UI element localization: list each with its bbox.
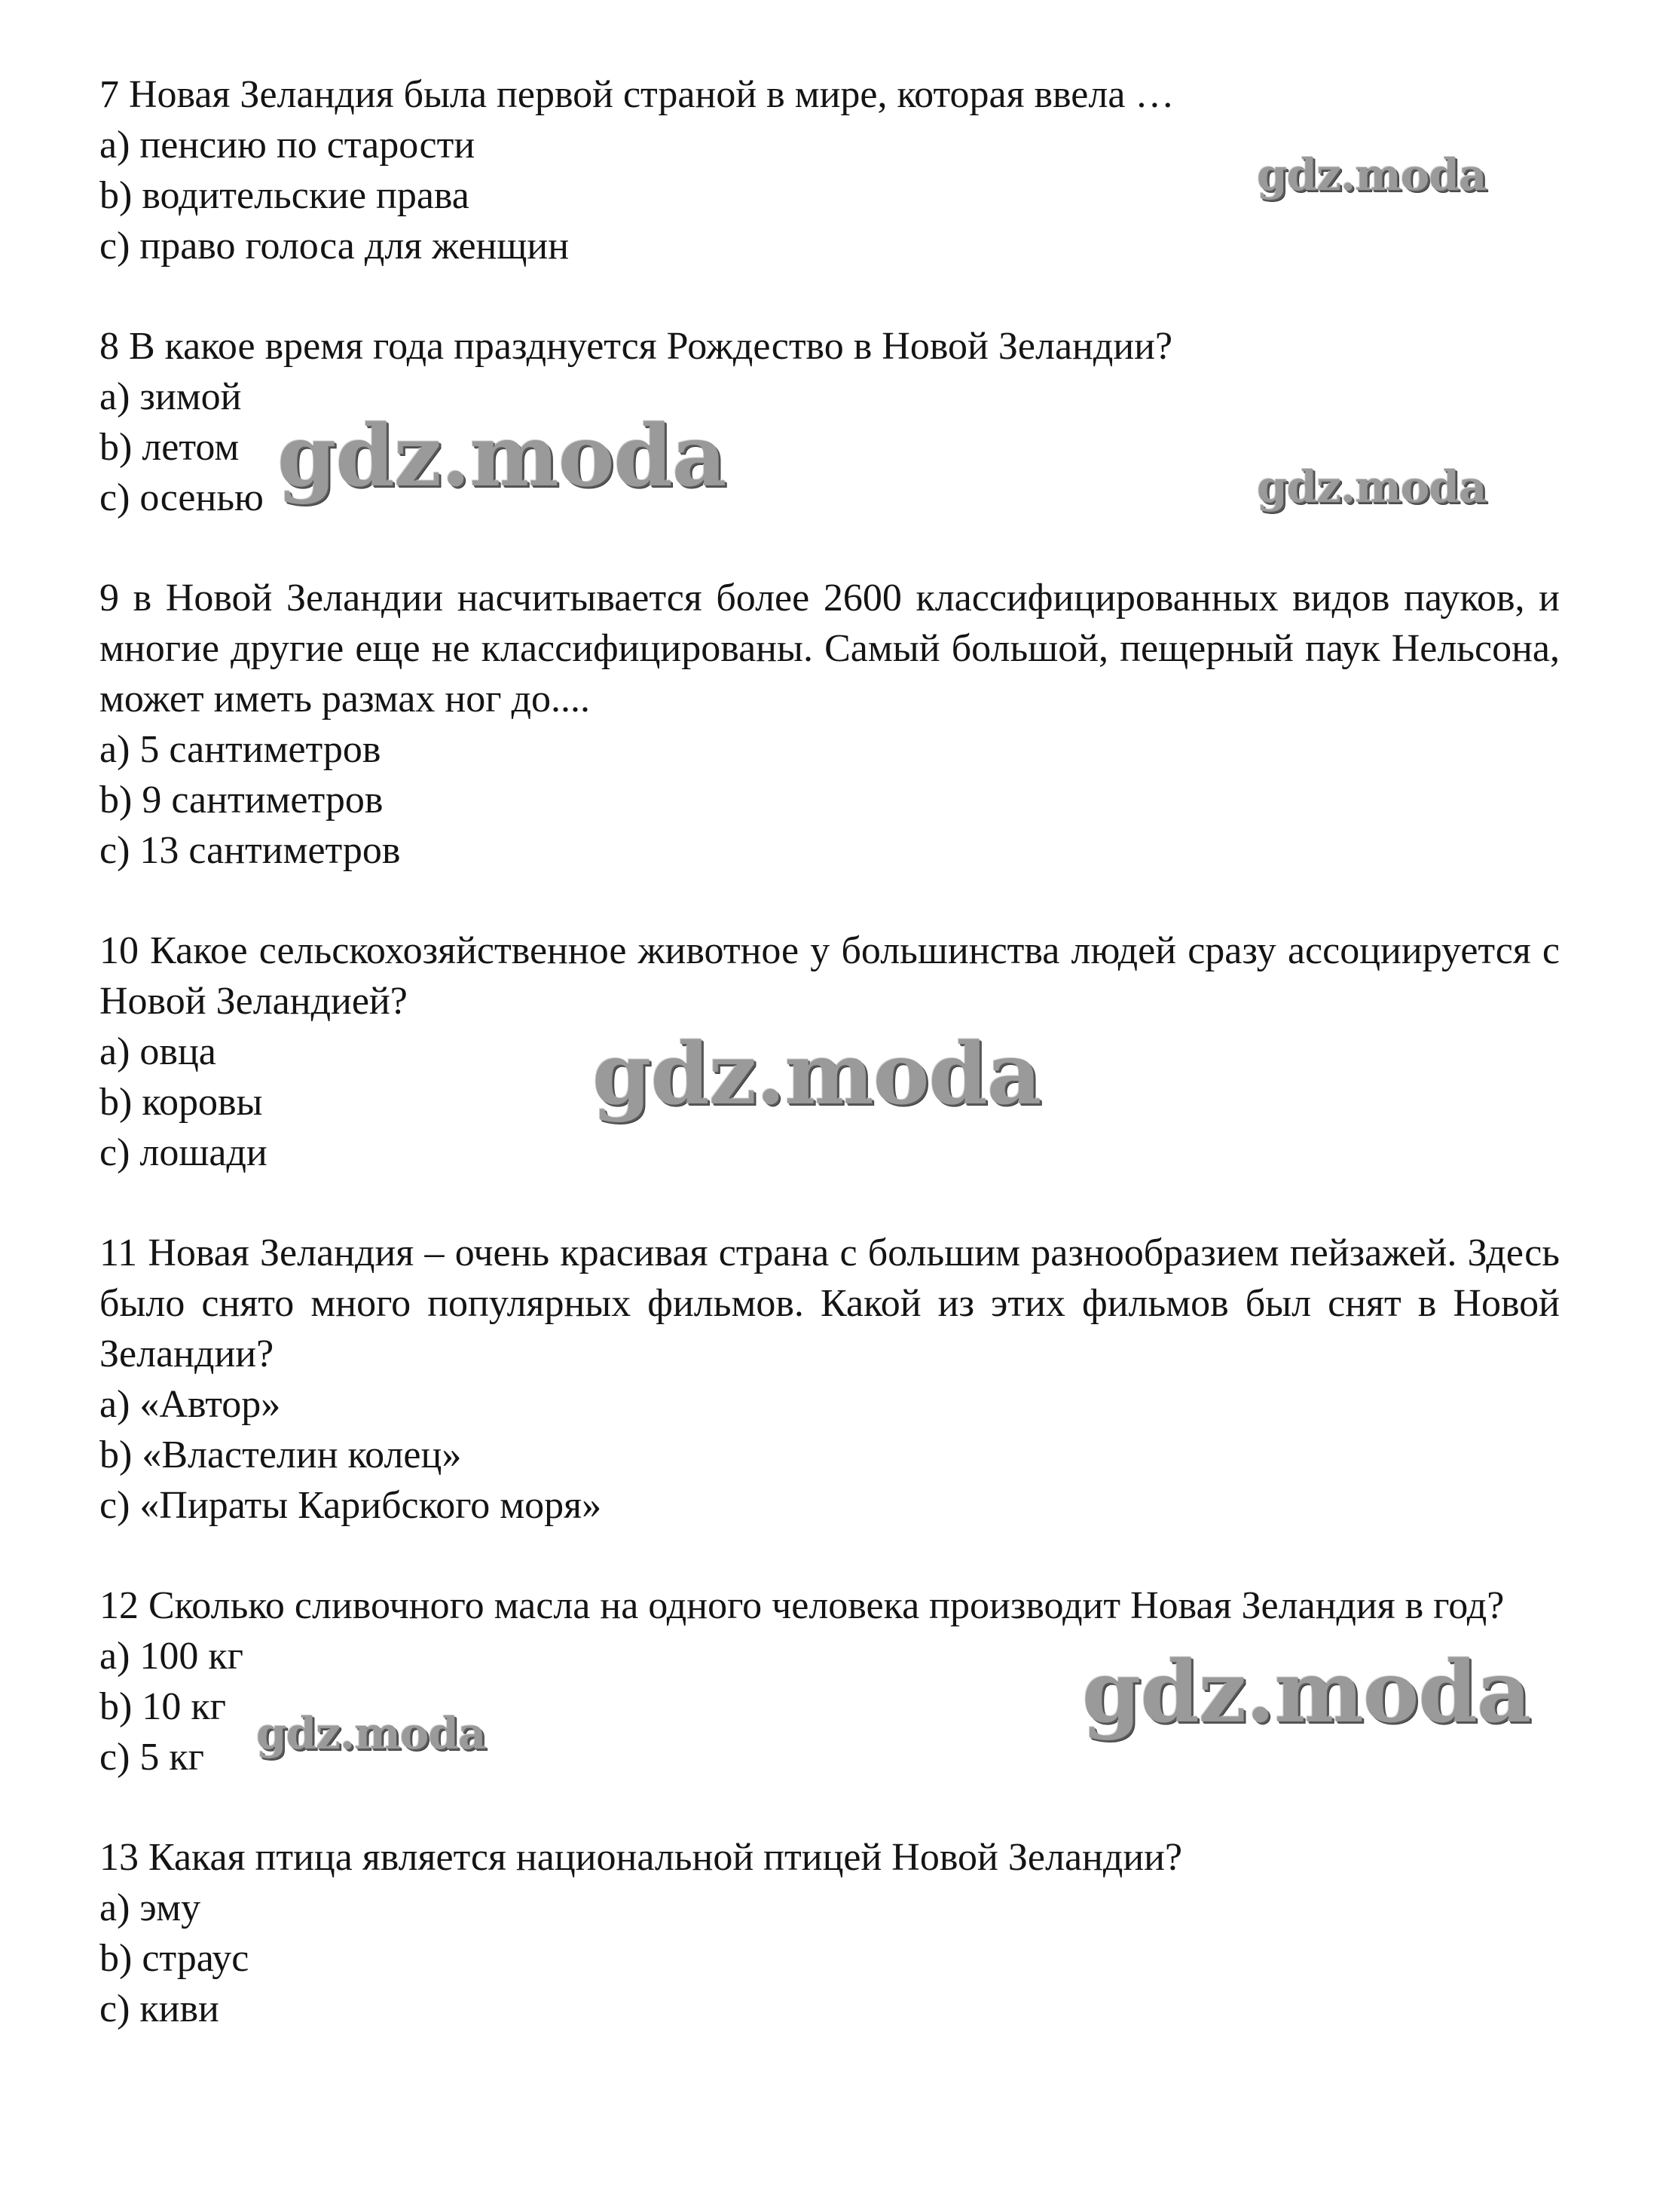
question-10	[99, 925, 1560, 1178]
answer-option-a: a) 100 кг	[99, 1635, 243, 1678]
question-text: 8 В какое время года празднуется Рождество в Новой Зеландии?	[99, 325, 1173, 368]
question-7	[99, 69, 1560, 271]
watermark: gdz.moda	[1257, 149, 1487, 200]
question-11	[99, 1228, 1560, 1531]
question-text: 12 Сколько сливочного масла на одного человека производит Новая Зеландия в год?	[99, 1584, 1505, 1627]
watermark: gdz.moda	[1082, 1643, 1531, 1742]
question-text: 11 Новая Зеландия – очень красивая страна с большим разнообразием пейзажей. Здесь было снято много популярных фильмов. Какой из этих фильмов был снят в Новой Зеландии?	[99, 1231, 1560, 1375]
answer-option-c: c) лошади	[99, 1131, 267, 1174]
answer-option-b: b) водительские права	[99, 174, 469, 217]
question-12	[99, 1580, 1560, 1782]
watermark: gdz.moda	[277, 407, 726, 506]
answer-option-c: c) киви	[99, 1987, 219, 2030]
answer-option-a: a) 5 сантиметров	[99, 728, 381, 771]
question-text: 10 Какое сельскохозяйственное животное у большинства людей сразу ассоциируется с Новой Зеландией?	[99, 929, 1560, 1023]
answer-option-b: b) 9 сантиметров	[99, 779, 384, 821]
question-text: 13 Какая птица является национальной птицей Новой Зеландии?	[99, 1836, 1183, 1879]
answer-option-c: c) право голоса для женщин	[99, 225, 570, 268]
answer-option-c: c) 5 кг	[99, 1736, 204, 1779]
answer-option-a: a) пенсию по старости	[99, 124, 475, 167]
watermark: gdz.moda	[592, 1025, 1041, 1124]
question-13	[99, 1832, 1560, 2034]
answer-option-b: b) летом	[99, 426, 240, 469]
answer-option-b: b) «Властелин колец»	[99, 1433, 462, 1476]
answer-option-a: a) овца	[99, 1030, 216, 1073]
answer-option-c: c) «Пираты Карибского моря»	[99, 1484, 602, 1527]
answer-option-b: b) страус	[99, 1937, 249, 1980]
question-text: 9 в Новой Зеландии насчитывается более 2600 классифицированных видов пауков, и многие другие еще не классифицированы. Самый большой, пещерный паук Нельсона, может иметь размах ног до....	[99, 577, 1560, 721]
watermark: gdz.moda	[256, 1708, 486, 1759]
question-9	[99, 573, 1560, 876]
answer-option-b: b) коровы	[99, 1081, 263, 1124]
question-8	[99, 321, 1560, 523]
document-page	[99, 69, 1560, 2084]
watermark: gdz.moda	[1257, 461, 1487, 512]
answer-option-c: c) 13 сантиметров	[99, 829, 401, 872]
answer-option-b: b) 10 кг	[99, 1685, 226, 1728]
answer-option-c: c) осенью	[99, 476, 264, 519]
answer-option-a: a) «Автор»	[99, 1383, 281, 1426]
answer-option-a: a) эму	[99, 1886, 201, 1929]
answer-option-a: a) зимой	[99, 375, 242, 418]
question-text: 7 Новая Зеландия была первой страной в мире, которая ввела …	[99, 73, 1175, 116]
